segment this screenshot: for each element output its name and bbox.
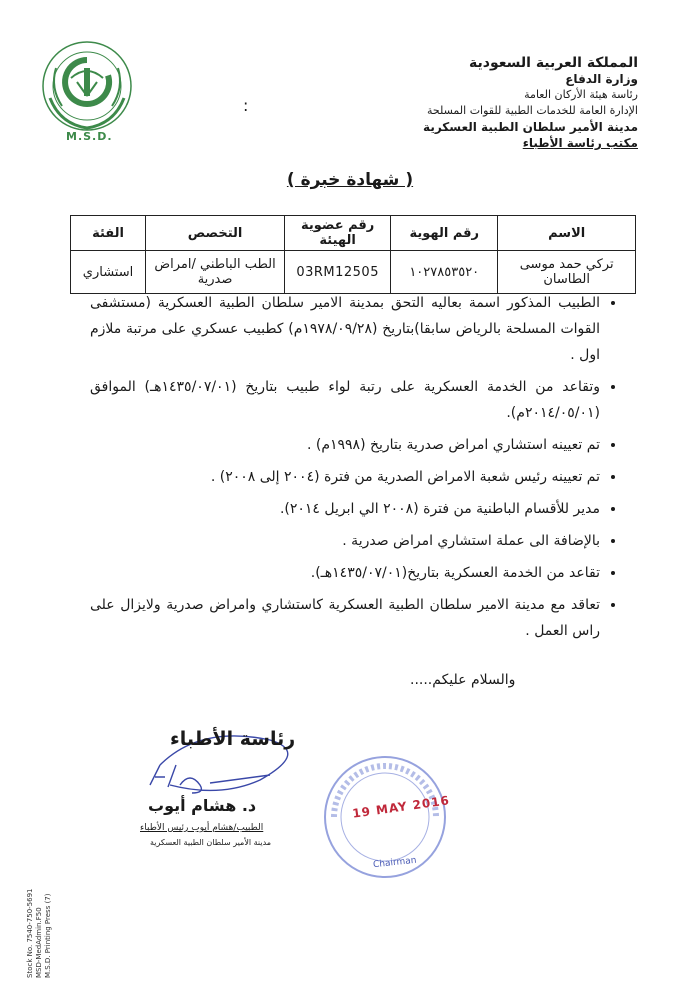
employee-info-table [70, 215, 636, 294]
closing-greeting: والسلام عليكم..... [410, 672, 516, 688]
stock-number: Stock No. 7540-750-5691 [26, 888, 34, 978]
cell-membership-number: 03RM12505 [285, 251, 391, 294]
cell-specialty: الطب الباطني /امراض صدرية [146, 251, 285, 294]
list-item: • تقاعد من الخدمة العسكرية بتاريخ(١٤٣٥/٠٧/٠١هـ). [90, 560, 600, 586]
header-category: الفئة [71, 216, 146, 251]
header-office: مكتب رئاسة الأطباء [522, 136, 638, 150]
cell-name: تركي حمد موسى الطاسان [498, 251, 636, 294]
list-item: • تم تعيينه رئيس شعبة الامراض الصدرية من فترة (٢٠٠٤ إلى ٢٠٠٨) . [90, 464, 600, 490]
signatory-institution: مدينة الأمير سلطان الطبية العسكرية [150, 838, 272, 847]
certificate-title: ( شهادة خبرة ) [286, 170, 414, 190]
cell-id-number: ١٠٢٧٨٥٣٥٢٠ [391, 251, 498, 294]
header-general-staff: رئاسة هيئة الأركان العامة [524, 88, 638, 101]
table-row [71, 251, 636, 294]
list-item: • الطبيب المذكور اسمة بعاليه التحق بمدينة الامير سلطان الطبية العسكرية (مستشفى القوات المسلحة بالرياض سابقا)بتاريخ (١٩٧٨/٠٩/٢٨م) كطبيب عسكري على مرتبة ملازم اول . [90, 290, 600, 368]
signatory-name: د. هشام أيوب [148, 796, 257, 815]
cell-category: استشاري [71, 251, 146, 294]
header-membership-number: رقم عضوية الهيئة [285, 216, 391, 251]
table-header-row [71, 216, 636, 251]
list-item: • تم تعيينه استشاري امراض صدرية بتاريخ (١٩٩٨م) . [90, 432, 600, 458]
header-medical-city: مدينة الأمير سلطان الطبية العسكرية [423, 120, 638, 134]
list-item: • وتقاعد من الخدمة العسكرية على رتبة لواء طبيب بتاريخ (١٤٣٥/٠٧/٠١هـ) الموافق (٢٠١٤/٠٥/٠١م). [90, 374, 600, 426]
stamp-date: 19 MAY 2016 [351, 793, 451, 821]
colon-mark: : [243, 96, 249, 115]
header-medical-services: الإدارة العامة للخدمات الطبية للقوات المسلحة [426, 104, 638, 117]
form-code: MSD-MedAdmin.F50 [35, 907, 43, 978]
signature-title: رئاسة الأطباء [170, 728, 296, 750]
stamp-chairman-label: Chairman [372, 855, 417, 871]
header-id-number: رقم الهوية [391, 216, 498, 251]
experience-list [90, 290, 618, 650]
printing-press: M.S.D. Printing Press (7) [44, 893, 52, 978]
letterhead [298, 55, 638, 151]
form-stock-reference [26, 889, 53, 979]
header-name: الاسم [498, 216, 636, 251]
list-item: • تعاقد مع مدينة الامير سلطان الطبية العسكرية كاستشاري وامراض صدرية ولايزال على راس العمل . [90, 592, 600, 644]
header-specialty: التخصص [146, 216, 285, 251]
logo-caption: M.S.D. [66, 130, 113, 143]
list-item: • مدير للأقسام الباطنية من فترة (٢٠٠٨ الي ابريل ٢٠١٤). [90, 496, 600, 522]
header-kingdom: المملكة العربية السعودية [469, 55, 638, 71]
list-item: • بالإضافة الى عملة استشاري امراض صدرية . [90, 528, 600, 554]
signatory-position: الطبيب/هشام أيوب رئيس الأطباء [140, 823, 264, 833]
header-ministry: وزارة الدفاع [565, 72, 638, 86]
